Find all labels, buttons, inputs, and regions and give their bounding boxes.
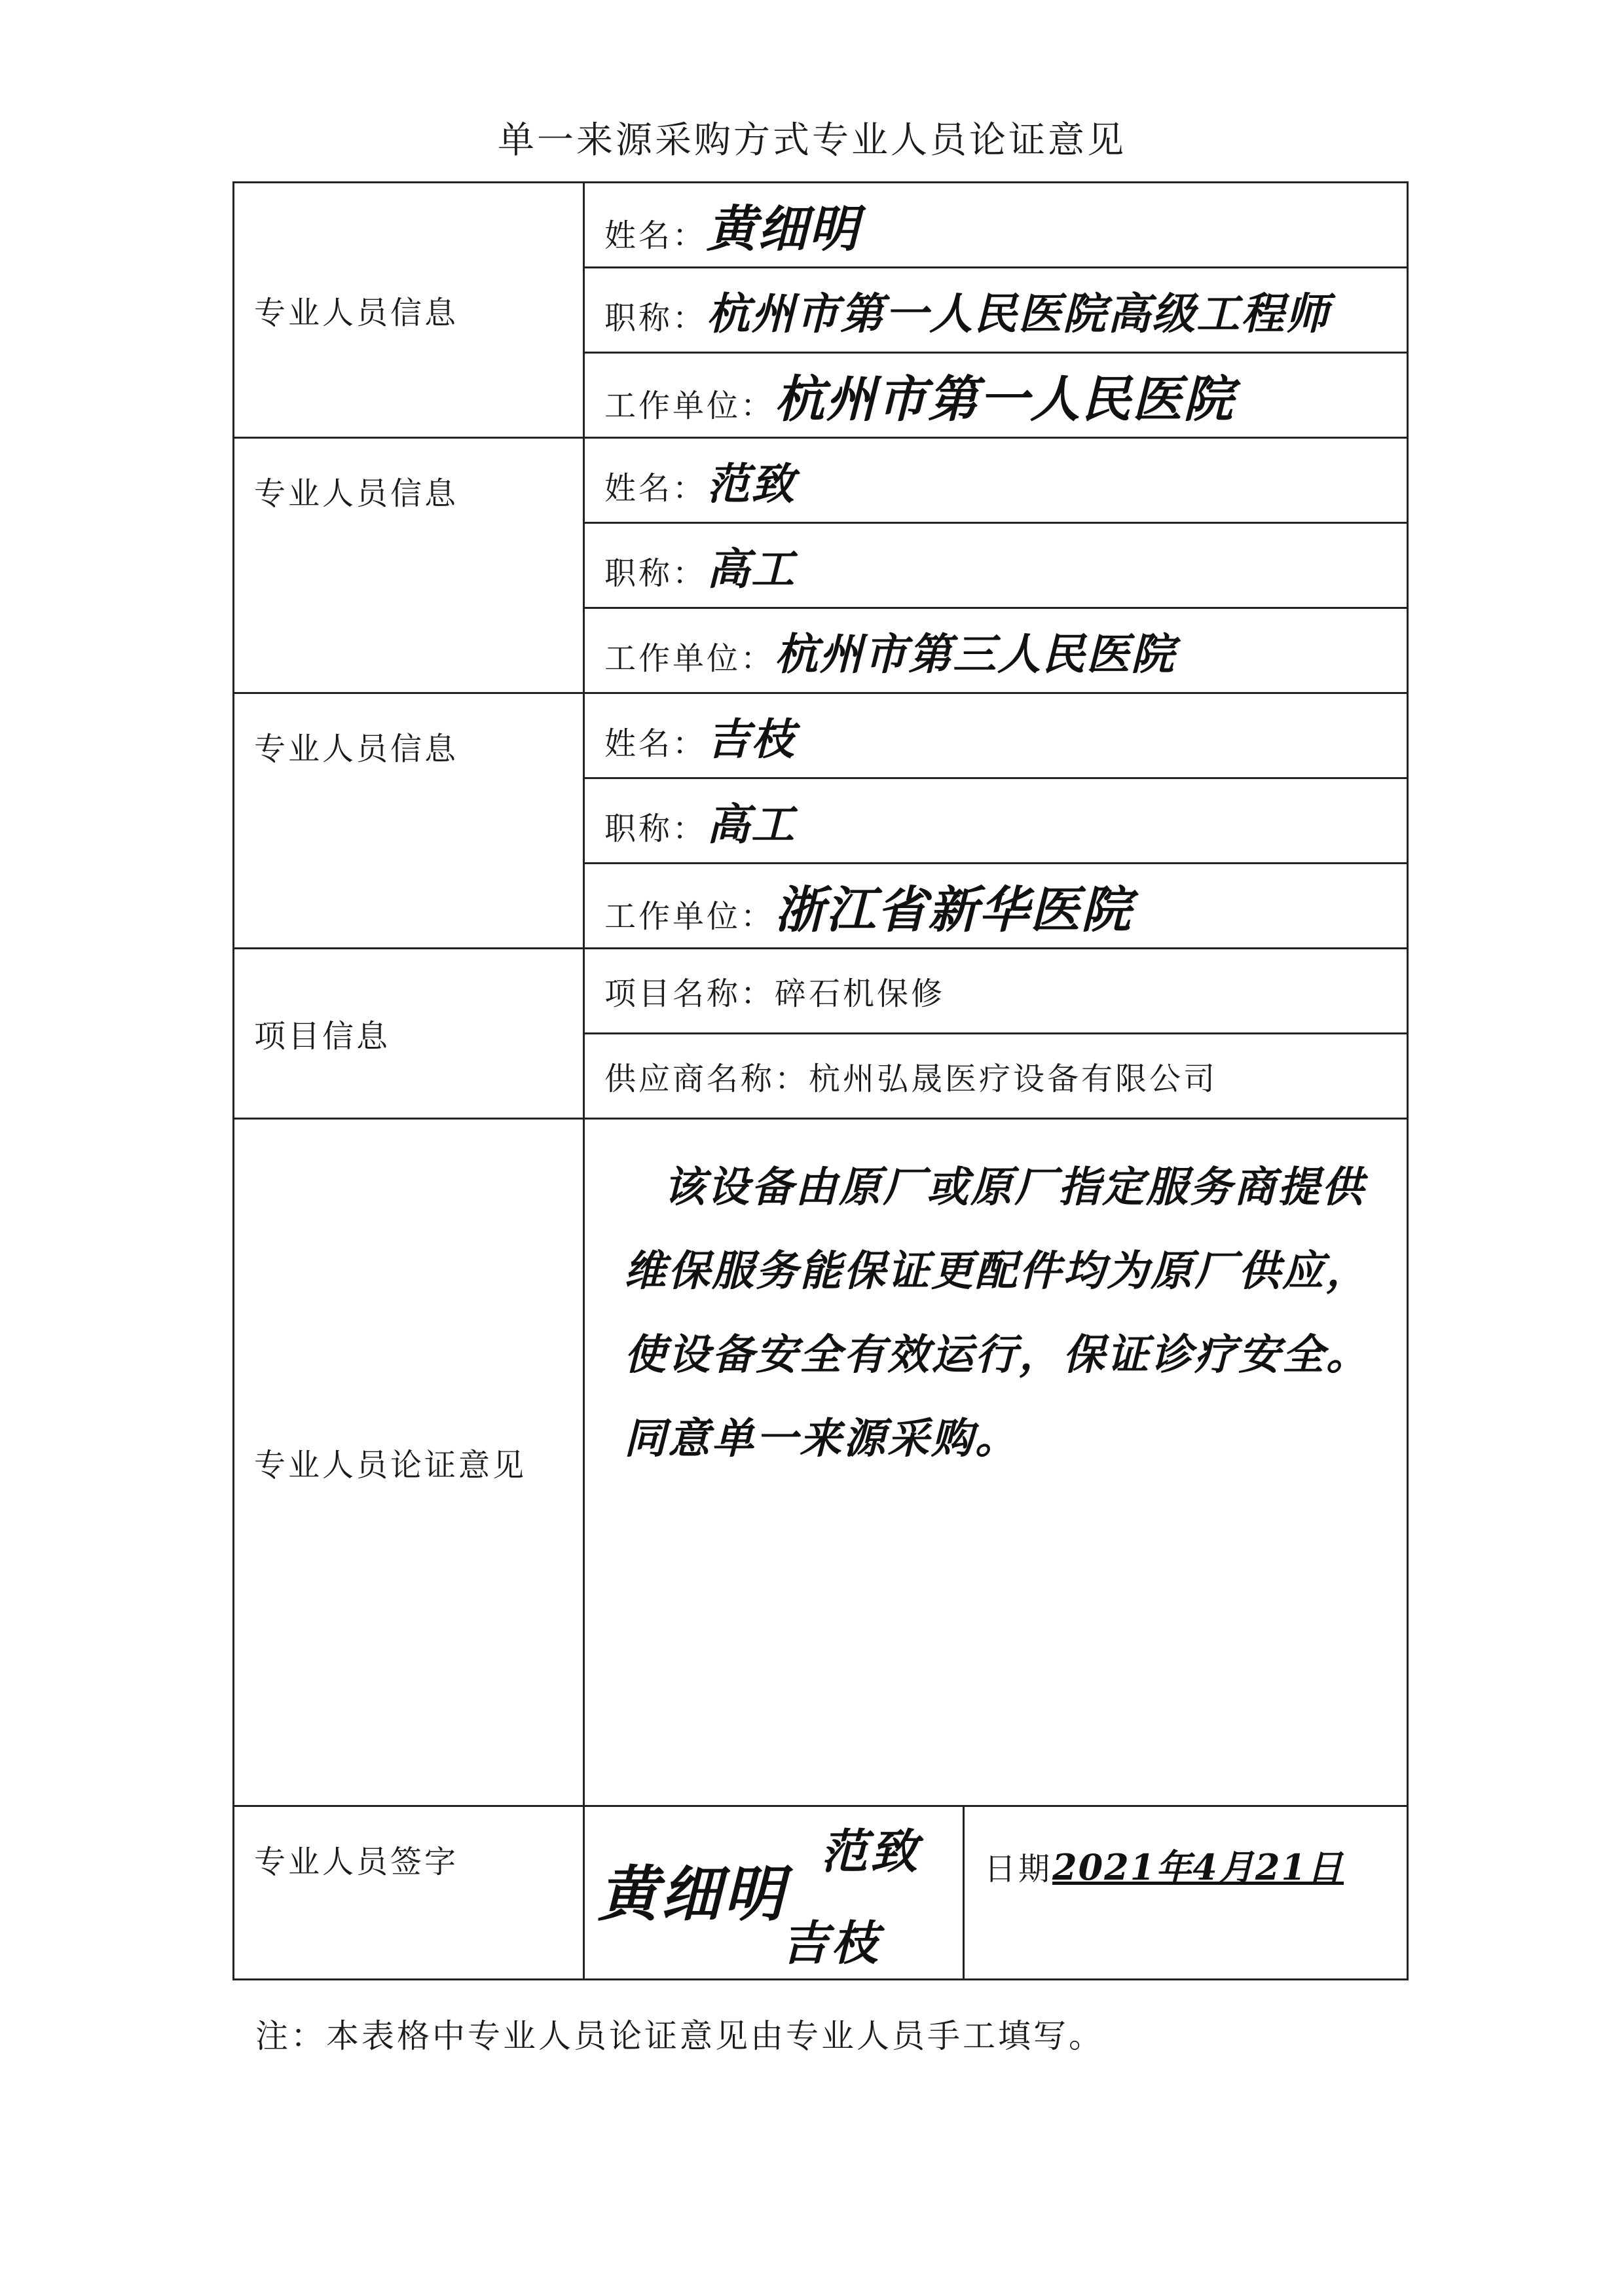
title-label: 职称： [604,555,707,592]
expert-1-title-handwritten: 杭州市第一人民医院高级工程师 [707,288,1331,339]
signature-2: 范致 [821,1823,921,1879]
project-section-label: 项目信息 [234,949,584,1119]
expert-1-name-handwritten: 黄细明 [707,200,860,258]
unit-label: 工作单位： [604,898,775,935]
expert-1-unit-handwritten: 杭州市第一人民医院 [775,370,1235,428]
project-name: 项目名称：碎石机保修 [584,949,1408,1034]
supplier-name: 供应商名称：杭州弘晟医疗设备有限公司 [584,1034,1408,1119]
expert-1-unit-row [584,353,1408,438]
date-label: 日期 [984,1851,1053,1887]
title-label: 职称： [604,811,707,847]
date-cell [964,1806,1408,1980]
expert-opinion-form [232,181,1409,1980]
expert-3-title-row [584,778,1408,864]
expert-2-unit-row [584,608,1408,693]
expert-3-unit-handwritten: 浙江省新华医院 [775,881,1133,939]
expert-3-section-label: 专业人员信息 [234,693,584,949]
expert-1-title-row [584,268,1408,353]
unit-label: 工作单位： [604,388,775,424]
document-title: 单一来源采购方式专业人员论证意见 [498,119,1126,162]
signature-1: 黄细明 [598,1859,787,1929]
unit-label: 工作单位： [604,640,775,677]
expert-2-unit-handwritten: 杭州市第三人民医院 [775,629,1176,680]
name-label: 姓名： [604,470,707,507]
footnote: 注：本表格中专业人员论证意见由专业人员手工填写。 [255,2017,1104,2055]
expert-2-name-row [584,438,1408,523]
signature-cell [584,1806,964,1980]
expert-3-unit-row [584,864,1408,949]
title-label: 职称： [604,300,707,337]
expert-1-name-row [584,183,1408,268]
expert-1-section-label: 专业人员信息 [234,183,584,438]
opinion-section-label: 专业人员论证意见 [234,1119,584,1806]
expert-2-name-handwritten: 范致 [707,458,796,509]
expert-2-section-label: 专业人员信息 [234,438,584,693]
expert-2-title-row [584,523,1408,608]
expert-3-title-handwritten: 高工 [707,799,796,850]
name-label: 姓名： [604,217,707,254]
signature-section-label: 专业人员签字 [234,1806,584,1980]
opinion-cell [584,1119,1408,1806]
name-label: 姓名： [604,725,707,762]
date-handwritten: 2021年4月21日 [1052,1846,1344,1888]
expert-3-name-handwritten: 吉枝 [707,714,796,765]
opinion-handwritten-text: 该设备由原厂或原厂指定服务商提供维保服务能保证更配件均为原厂供应，使设备安全有效运行，保证诊疗安全。同意单一来源采购。 [624,1163,1370,1463]
expert-2-title-handwritten: 高工 [707,543,796,594]
signature-3: 吉枝 [781,1915,881,1971]
expert-3-name-row [584,693,1408,778]
